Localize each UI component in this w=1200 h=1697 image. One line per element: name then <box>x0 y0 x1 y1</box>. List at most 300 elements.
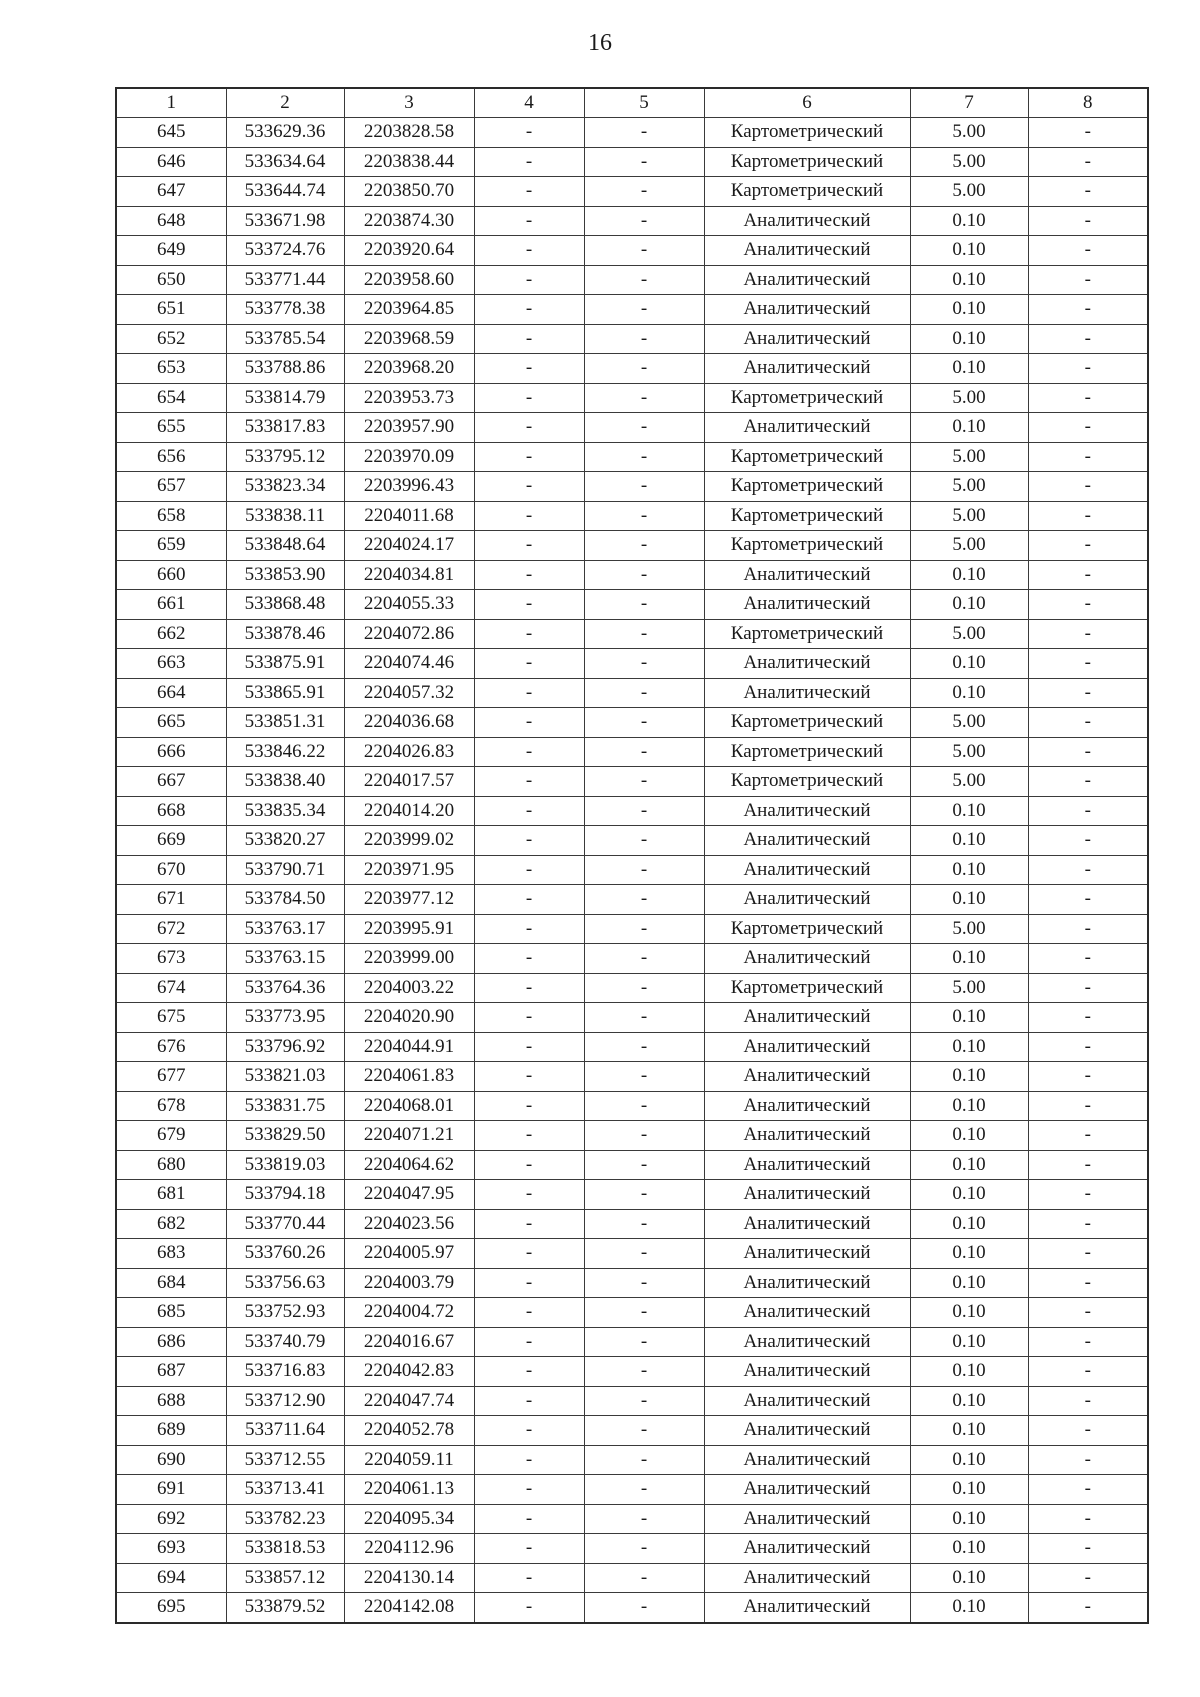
method-cell: Картометрический <box>704 501 910 531</box>
column-4-cell: - <box>474 1327 584 1357</box>
x-coordinate-cell: 533868.48 <box>226 590 344 620</box>
column-4-cell: - <box>474 1563 584 1593</box>
accuracy-cell: 0.10 <box>910 649 1028 679</box>
column-8-cell: - <box>1028 1445 1148 1475</box>
y-coordinate-cell: 2203968.20 <box>344 354 474 384</box>
table-header <box>116 88 1148 118</box>
table-row <box>116 442 1148 472</box>
y-coordinate-cell: 2204047.74 <box>344 1386 474 1416</box>
y-coordinate-cell: 2203850.70 <box>344 177 474 207</box>
column-4-cell: - <box>474 1593 584 1623</box>
y-coordinate-cell: 2204068.01 <box>344 1091 474 1121</box>
y-coordinate-cell: 2203920.64 <box>344 236 474 266</box>
column-5-cell: - <box>584 649 704 679</box>
point-number-cell: 688 <box>116 1386 226 1416</box>
point-number-cell: 687 <box>116 1357 226 1387</box>
accuracy-cell: 0.10 <box>910 1386 1028 1416</box>
column-5-cell: - <box>584 1150 704 1180</box>
column-8-cell: - <box>1028 855 1148 885</box>
method-cell: Картометрический <box>704 177 910 207</box>
x-coordinate-cell: 533838.11 <box>226 501 344 531</box>
accuracy-cell: 0.10 <box>910 1416 1028 1446</box>
column-8-cell: - <box>1028 590 1148 620</box>
column-8-cell: - <box>1028 1534 1148 1564</box>
x-coordinate-cell: 533785.54 <box>226 324 344 354</box>
column-8-cell: - <box>1028 1003 1148 1033</box>
y-coordinate-cell: 2204071.21 <box>344 1121 474 1151</box>
point-number-cell: 674 <box>116 973 226 1003</box>
y-coordinate-cell: 2204052.78 <box>344 1416 474 1446</box>
table-row <box>116 1445 1148 1475</box>
y-coordinate-cell: 2204044.91 <box>344 1032 474 1062</box>
x-coordinate-cell: 533634.64 <box>226 147 344 177</box>
method-cell: Аналитический <box>704 295 910 325</box>
column-4-cell: - <box>474 501 584 531</box>
y-coordinate-cell: 2204055.33 <box>344 590 474 620</box>
table-row <box>116 531 1148 561</box>
table-row <box>116 590 1148 620</box>
accuracy-cell: 0.10 <box>910 796 1028 826</box>
column-4-cell: - <box>474 1150 584 1180</box>
table-row <box>116 501 1148 531</box>
table-row <box>116 1062 1148 1092</box>
x-coordinate-cell: 533829.50 <box>226 1121 344 1151</box>
column-4-cell: - <box>474 944 584 974</box>
column-8-cell: - <box>1028 1239 1148 1269</box>
y-coordinate-cell: 2204026.83 <box>344 737 474 767</box>
accuracy-cell: 5.00 <box>910 767 1028 797</box>
point-number-cell: 686 <box>116 1327 226 1357</box>
x-coordinate-cell: 533629.36 <box>226 118 344 148</box>
column-5-cell: - <box>584 590 704 620</box>
column-4-cell: - <box>474 1445 584 1475</box>
table-row <box>116 1121 1148 1151</box>
x-coordinate-cell: 533644.74 <box>226 177 344 207</box>
column-8-cell: - <box>1028 324 1148 354</box>
method-cell: Картометрический <box>704 472 910 502</box>
accuracy-cell: 5.00 <box>910 619 1028 649</box>
table-row <box>116 678 1148 708</box>
method-cell: Аналитический <box>704 590 910 620</box>
column-5-cell: - <box>584 1357 704 1387</box>
x-coordinate-cell: 533817.83 <box>226 413 344 443</box>
y-coordinate-cell: 2204072.86 <box>344 619 474 649</box>
y-coordinate-cell: 2203964.85 <box>344 295 474 325</box>
point-number-cell: 675 <box>116 1003 226 1033</box>
column-8-cell: - <box>1028 501 1148 531</box>
table-row <box>116 619 1148 649</box>
column-8-cell: - <box>1028 826 1148 856</box>
y-coordinate-cell: 2204064.62 <box>344 1150 474 1180</box>
column-5-cell: - <box>584 1121 704 1151</box>
method-cell: Аналитический <box>704 1357 910 1387</box>
column-4-cell: - <box>474 531 584 561</box>
column-4-cell: - <box>474 354 584 384</box>
column-5-cell: - <box>584 1209 704 1239</box>
accuracy-cell: 5.00 <box>910 442 1028 472</box>
column-8-cell: - <box>1028 413 1148 443</box>
x-coordinate-cell: 533794.18 <box>226 1180 344 1210</box>
column-8-cell: - <box>1028 944 1148 974</box>
y-coordinate-cell: 2203957.90 <box>344 413 474 443</box>
column-5-cell: - <box>584 826 704 856</box>
column-8-cell: - <box>1028 1357 1148 1387</box>
method-cell: Аналитический <box>704 826 910 856</box>
column-8-cell: - <box>1028 472 1148 502</box>
column-4-cell: - <box>474 118 584 148</box>
x-coordinate-cell: 533819.03 <box>226 1150 344 1180</box>
point-number-cell: 653 <box>116 354 226 384</box>
y-coordinate-cell: 2204003.79 <box>344 1268 474 1298</box>
column-4-cell: - <box>474 1504 584 1534</box>
column-5-cell: - <box>584 855 704 885</box>
point-number-cell: 654 <box>116 383 226 413</box>
table-row <box>116 1180 1148 1210</box>
point-number-cell: 668 <box>116 796 226 826</box>
accuracy-cell: 5.00 <box>910 118 1028 148</box>
column-4-cell: - <box>474 413 584 443</box>
column-5-cell: - <box>584 265 704 295</box>
x-coordinate-cell: 533846.22 <box>226 737 344 767</box>
method-cell: Картометрический <box>704 619 910 649</box>
x-coordinate-cell: 533820.27 <box>226 826 344 856</box>
table-row <box>116 1209 1148 1239</box>
x-coordinate-cell: 533838.40 <box>226 767 344 797</box>
method-cell: Картометрический <box>704 442 910 472</box>
column-5-cell: - <box>584 354 704 384</box>
column-5-cell: - <box>584 177 704 207</box>
x-coordinate-cell: 533770.44 <box>226 1209 344 1239</box>
x-coordinate-cell: 533835.34 <box>226 796 344 826</box>
column-5-cell: - <box>584 1563 704 1593</box>
accuracy-cell: 5.00 <box>910 147 1028 177</box>
method-cell: Аналитический <box>704 1150 910 1180</box>
table-row <box>116 796 1148 826</box>
accuracy-cell: 0.10 <box>910 1445 1028 1475</box>
table-row <box>116 1534 1148 1564</box>
method-cell: Аналитический <box>704 354 910 384</box>
accuracy-cell: 0.10 <box>910 324 1028 354</box>
column-8-cell: - <box>1028 649 1148 679</box>
table-row <box>116 324 1148 354</box>
y-coordinate-cell: 2204059.11 <box>344 1445 474 1475</box>
accuracy-cell: 0.10 <box>910 1357 1028 1387</box>
column-5-cell: - <box>584 1032 704 1062</box>
point-number-cell: 678 <box>116 1091 226 1121</box>
column-5-cell: - <box>584 767 704 797</box>
accuracy-cell: 0.10 <box>910 1062 1028 1092</box>
x-coordinate-cell: 533848.64 <box>226 531 344 561</box>
point-number-cell: 660 <box>116 560 226 590</box>
column-8-cell: - <box>1028 1327 1148 1357</box>
point-number-cell: 681 <box>116 1180 226 1210</box>
point-number-cell: 665 <box>116 708 226 738</box>
accuracy-cell: 0.10 <box>910 855 1028 885</box>
point-number-cell: 695 <box>116 1593 226 1623</box>
column-5-cell: - <box>584 442 704 472</box>
accuracy-cell: 0.10 <box>910 1209 1028 1239</box>
column-5-cell: - <box>584 1239 704 1269</box>
accuracy-cell: 0.10 <box>910 590 1028 620</box>
column-4-cell: - <box>474 914 584 944</box>
y-coordinate-cell: 2203996.43 <box>344 472 474 502</box>
column-8-cell: - <box>1028 442 1148 472</box>
column-5-cell: - <box>584 1475 704 1505</box>
column-5-cell: - <box>584 324 704 354</box>
y-coordinate-cell: 2203838.44 <box>344 147 474 177</box>
column-4-cell: - <box>474 383 584 413</box>
column-4-cell: - <box>474 560 584 590</box>
column-8-cell: - <box>1028 619 1148 649</box>
y-coordinate-cell: 2204142.08 <box>344 1593 474 1623</box>
y-coordinate-cell: 2204130.14 <box>344 1563 474 1593</box>
column-4-cell: - <box>474 1003 584 1033</box>
x-coordinate-cell: 533879.52 <box>226 1593 344 1623</box>
point-number-cell: 645 <box>116 118 226 148</box>
column-header-8: 8 <box>1028 88 1148 118</box>
column-4-cell: - <box>474 796 584 826</box>
table-row <box>116 1563 1148 1593</box>
y-coordinate-cell: 2204005.97 <box>344 1239 474 1269</box>
point-number-cell: 667 <box>116 767 226 797</box>
column-5-cell: - <box>584 619 704 649</box>
x-coordinate-cell: 533790.71 <box>226 855 344 885</box>
y-coordinate-cell: 2204034.81 <box>344 560 474 590</box>
column-8-cell: - <box>1028 1150 1148 1180</box>
table-row <box>116 973 1148 1003</box>
point-number-cell: 658 <box>116 501 226 531</box>
point-number-cell: 676 <box>116 1032 226 1062</box>
x-coordinate-cell: 533771.44 <box>226 265 344 295</box>
point-number-cell: 691 <box>116 1475 226 1505</box>
method-cell: Аналитический <box>704 1121 910 1151</box>
column-8-cell: - <box>1028 147 1148 177</box>
table-row <box>116 472 1148 502</box>
column-5-cell: - <box>584 885 704 915</box>
column-5-cell: - <box>584 1180 704 1210</box>
method-cell: Картометрический <box>704 767 910 797</box>
method-cell: Аналитический <box>704 1032 910 1062</box>
column-4-cell: - <box>474 737 584 767</box>
method-cell: Аналитический <box>704 1416 910 1446</box>
table-row <box>116 1386 1148 1416</box>
accuracy-cell: 0.10 <box>910 944 1028 974</box>
point-number-cell: 646 <box>116 147 226 177</box>
column-4-cell: - <box>474 324 584 354</box>
x-coordinate-cell: 533831.75 <box>226 1091 344 1121</box>
method-cell: Аналитический <box>704 944 910 974</box>
column-8-cell: - <box>1028 265 1148 295</box>
accuracy-cell: 5.00 <box>910 914 1028 944</box>
table-row <box>116 649 1148 679</box>
column-4-cell: - <box>474 1121 584 1151</box>
method-cell: Аналитический <box>704 413 910 443</box>
column-header-2: 2 <box>226 88 344 118</box>
y-coordinate-cell: 2203968.59 <box>344 324 474 354</box>
column-8-cell: - <box>1028 1209 1148 1239</box>
y-coordinate-cell: 2204020.90 <box>344 1003 474 1033</box>
x-coordinate-cell: 533782.23 <box>226 1504 344 1534</box>
column-8-cell: - <box>1028 1475 1148 1505</box>
column-4-cell: - <box>474 973 584 1003</box>
point-number-cell: 679 <box>116 1121 226 1151</box>
column-5-cell: - <box>584 560 704 590</box>
x-coordinate-cell: 533814.79 <box>226 383 344 413</box>
point-number-cell: 648 <box>116 206 226 236</box>
x-coordinate-cell: 533795.12 <box>226 442 344 472</box>
accuracy-cell: 0.10 <box>910 1180 1028 1210</box>
point-number-cell: 694 <box>116 1563 226 1593</box>
column-8-cell: - <box>1028 1062 1148 1092</box>
column-8-cell: - <box>1028 1298 1148 1328</box>
y-coordinate-cell: 2204057.32 <box>344 678 474 708</box>
column-4-cell: - <box>474 678 584 708</box>
table-row <box>116 560 1148 590</box>
column-8-cell: - <box>1028 767 1148 797</box>
table-row <box>116 1003 1148 1033</box>
x-coordinate-cell: 533821.03 <box>226 1062 344 1092</box>
point-number-cell: 693 <box>116 1534 226 1564</box>
method-cell: Аналитический <box>704 1327 910 1357</box>
column-8-cell: - <box>1028 1386 1148 1416</box>
x-coordinate-cell: 533724.76 <box>226 236 344 266</box>
column-5-cell: - <box>584 236 704 266</box>
column-8-cell: - <box>1028 708 1148 738</box>
y-coordinate-cell: 2203995.91 <box>344 914 474 944</box>
column-5-cell: - <box>584 206 704 236</box>
column-8-cell: - <box>1028 560 1148 590</box>
column-header-3: 3 <box>344 88 474 118</box>
x-coordinate-cell: 533773.95 <box>226 1003 344 1033</box>
column-5-cell: - <box>584 944 704 974</box>
x-coordinate-cell: 533711.64 <box>226 1416 344 1446</box>
column-5-cell: - <box>584 1298 704 1328</box>
accuracy-cell: 0.10 <box>910 1032 1028 1062</box>
y-coordinate-cell: 2204074.46 <box>344 649 474 679</box>
x-coordinate-cell: 533784.50 <box>226 885 344 915</box>
column-8-cell: - <box>1028 678 1148 708</box>
column-8-cell: - <box>1028 236 1148 266</box>
y-coordinate-cell: 2203970.09 <box>344 442 474 472</box>
accuracy-cell: 5.00 <box>910 708 1028 738</box>
method-cell: Картометрический <box>704 118 910 148</box>
point-number-cell: 684 <box>116 1268 226 1298</box>
column-8-cell: - <box>1028 1268 1148 1298</box>
column-4-cell: - <box>474 1180 584 1210</box>
method-cell: Картометрический <box>704 531 910 561</box>
column-header-5: 5 <box>584 88 704 118</box>
column-5-cell: - <box>584 118 704 148</box>
y-coordinate-cell: 2204061.13 <box>344 1475 474 1505</box>
method-cell: Картометрический <box>704 383 910 413</box>
column-8-cell: - <box>1028 973 1148 1003</box>
column-8-cell: - <box>1028 737 1148 767</box>
accuracy-cell: 5.00 <box>910 737 1028 767</box>
column-8-cell: - <box>1028 1416 1148 1446</box>
point-number-cell: 652 <box>116 324 226 354</box>
x-coordinate-cell: 533875.91 <box>226 649 344 679</box>
column-5-cell: - <box>584 796 704 826</box>
column-4-cell: - <box>474 590 584 620</box>
column-4-cell: - <box>474 767 584 797</box>
y-coordinate-cell: 2203953.73 <box>344 383 474 413</box>
table-row <box>116 885 1148 915</box>
method-cell: Аналитический <box>704 1062 910 1092</box>
column-4-cell: - <box>474 826 584 856</box>
column-header-4: 4 <box>474 88 584 118</box>
accuracy-cell: 0.10 <box>910 236 1028 266</box>
point-number-cell: 659 <box>116 531 226 561</box>
column-4-cell: - <box>474 442 584 472</box>
method-cell: Картометрический <box>704 737 910 767</box>
accuracy-cell: 0.10 <box>910 1563 1028 1593</box>
table-row <box>116 944 1148 974</box>
column-5-cell: - <box>584 295 704 325</box>
column-4-cell: - <box>474 147 584 177</box>
accuracy-cell: 0.10 <box>910 413 1028 443</box>
column-4-cell: - <box>474 1062 584 1092</box>
column-4-cell: - <box>474 1534 584 1564</box>
column-5-cell: - <box>584 1268 704 1298</box>
x-coordinate-cell: 533712.90 <box>226 1386 344 1416</box>
column-4-cell: - <box>474 1239 584 1269</box>
x-coordinate-cell: 533796.92 <box>226 1032 344 1062</box>
column-4-cell: - <box>474 1209 584 1239</box>
point-number-cell: 655 <box>116 413 226 443</box>
column-8-cell: - <box>1028 295 1148 325</box>
accuracy-cell: 5.00 <box>910 973 1028 1003</box>
accuracy-cell: 0.10 <box>910 1298 1028 1328</box>
x-coordinate-cell: 533760.26 <box>226 1239 344 1269</box>
point-number-cell: 657 <box>116 472 226 502</box>
point-number-cell: 685 <box>116 1298 226 1328</box>
column-8-cell: - <box>1028 118 1148 148</box>
coordinates-table <box>115 87 1149 1624</box>
method-cell: Картометрический <box>704 914 910 944</box>
table-row <box>116 295 1148 325</box>
accuracy-cell: 0.10 <box>910 1504 1028 1534</box>
accuracy-cell: 5.00 <box>910 383 1028 413</box>
column-8-cell: - <box>1028 914 1148 944</box>
accuracy-cell: 0.10 <box>910 1534 1028 1564</box>
x-coordinate-cell: 533853.90 <box>226 560 344 590</box>
x-coordinate-cell: 533823.34 <box>226 472 344 502</box>
method-cell: Аналитический <box>704 1268 910 1298</box>
point-number-cell: 689 <box>116 1416 226 1446</box>
column-5-cell: - <box>584 1416 704 1446</box>
column-5-cell: - <box>584 1062 704 1092</box>
table-row <box>116 206 1148 236</box>
method-cell: Аналитический <box>704 1298 910 1328</box>
x-coordinate-cell: 533763.17 <box>226 914 344 944</box>
method-cell: Аналитический <box>704 1239 910 1269</box>
point-number-cell: 692 <box>116 1504 226 1534</box>
column-5-cell: - <box>584 1327 704 1357</box>
method-cell: Аналитический <box>704 678 910 708</box>
method-cell: Аналитический <box>704 1003 910 1033</box>
table-row <box>116 1032 1148 1062</box>
column-4-cell: - <box>474 619 584 649</box>
x-coordinate-cell: 533857.12 <box>226 1563 344 1593</box>
point-number-cell: 650 <box>116 265 226 295</box>
column-8-cell: - <box>1028 1180 1148 1210</box>
point-number-cell: 663 <box>116 649 226 679</box>
point-number-cell: 662 <box>116 619 226 649</box>
method-cell: Аналитический <box>704 1445 910 1475</box>
table-row <box>116 737 1148 767</box>
method-cell: Аналитический <box>704 1209 910 1239</box>
table-row <box>116 914 1148 944</box>
